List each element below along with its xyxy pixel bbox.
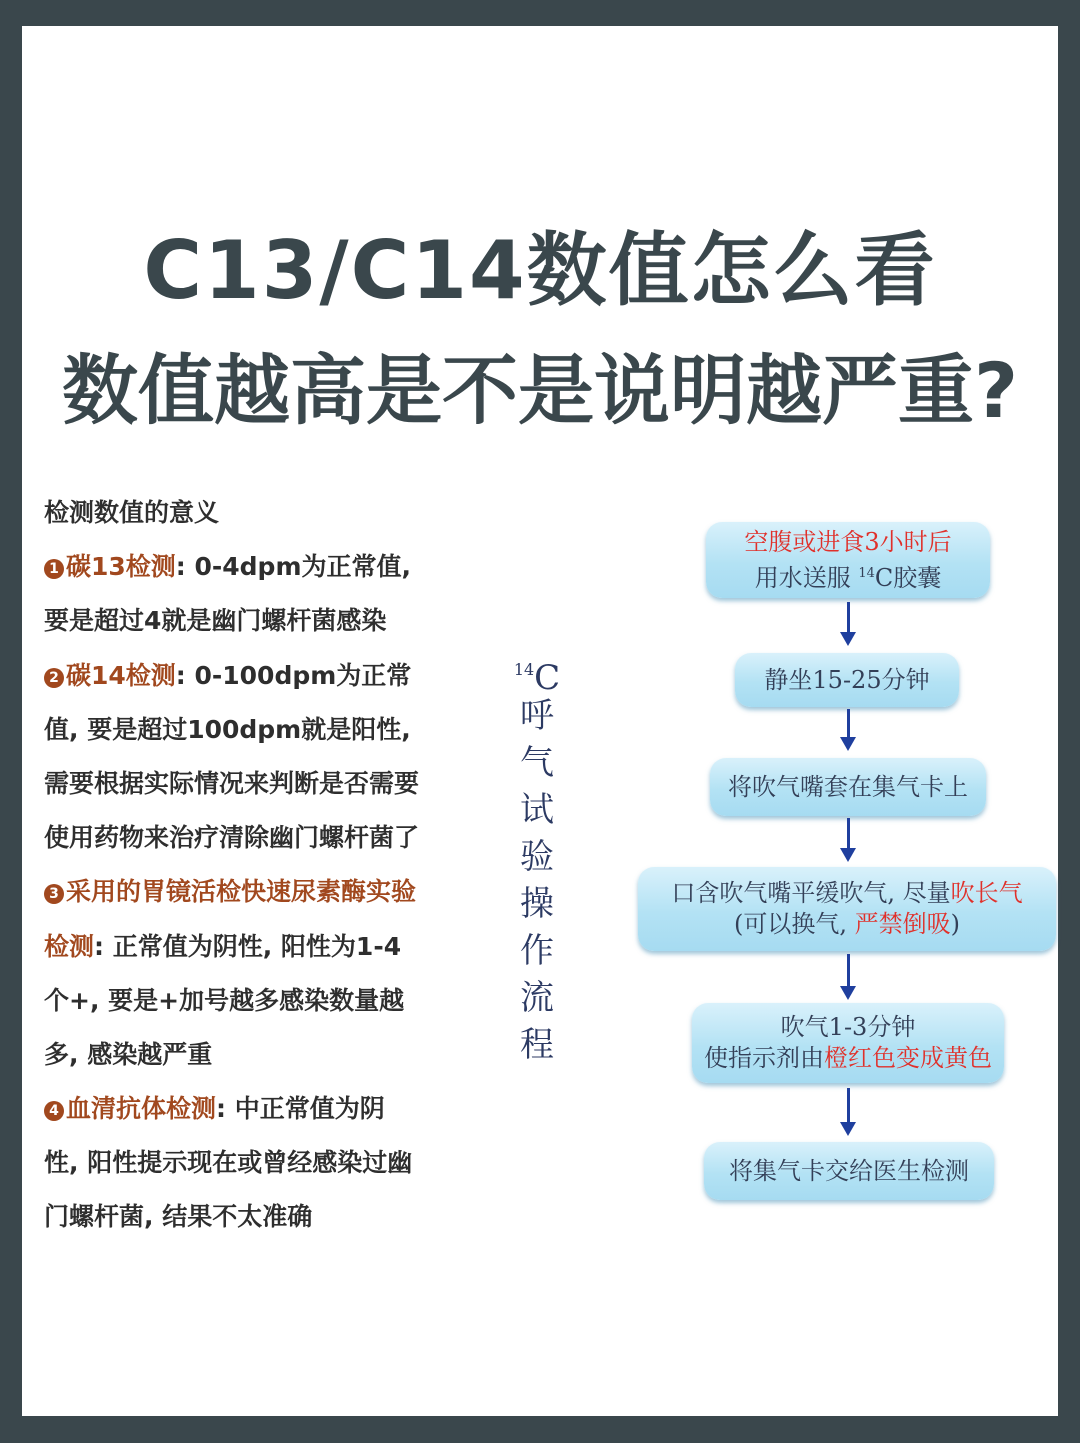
item-3-label-a: 采用的胃镜活检快速尿素酶实验 bbox=[66, 877, 417, 907]
number-4-badge: 4 bbox=[44, 1101, 64, 1121]
item-1-text: : 0-4dpm为正常值, bbox=[175, 552, 412, 582]
section-heading: 检测数值的意义 bbox=[44, 498, 220, 527]
flow-step-1 bbox=[706, 522, 990, 598]
number-1-badge: 1 bbox=[44, 559, 64, 579]
item-3-line-2 bbox=[44, 920, 484, 974]
flow-vertical-title bbox=[512, 646, 562, 1069]
item-2-line-3: 需要根据实际情况来判断是否需要 bbox=[44, 768, 420, 798]
step-1-line-2: 用水送服 $^{14}$C胶囊 bbox=[754, 563, 942, 592]
vertical-title-char: 呼 bbox=[520, 696, 554, 736]
vertical-title-char: 作 bbox=[520, 931, 554, 971]
flow-arrow-2 bbox=[847, 709, 850, 739]
vertical-title-char: 操 bbox=[520, 884, 554, 924]
item-2-label: 碳14检测 bbox=[66, 660, 176, 690]
item-1-line-1 bbox=[44, 540, 484, 594]
item-3-label-b: 检测 bbox=[44, 931, 95, 961]
item-4-line-2: 性, 阳性提示现在或曾经感染过幽 bbox=[44, 1148, 413, 1178]
flow-step-6 bbox=[704, 1142, 994, 1200]
vertical-title-14c: $^{14}$C bbox=[513, 658, 561, 698]
item-4-line-3: 门螺杆菌, 结果不太准确 bbox=[44, 1202, 313, 1232]
flow-arrow-4 bbox=[847, 954, 850, 988]
detection-meaning-section bbox=[44, 486, 484, 1245]
poster-card bbox=[22, 26, 1058, 1416]
step-4-line-2: (可以换气, 严禁倒吸) bbox=[734, 910, 960, 938]
item-2-text: : 0-100dpm为正常 bbox=[175, 660, 412, 690]
vertical-title-char: 验 bbox=[520, 837, 554, 877]
step-3-text: 将吹气嘴套在集气卡上 bbox=[728, 772, 968, 801]
vertical-title-char: 试 bbox=[520, 790, 554, 830]
number-3-badge: 3 bbox=[44, 884, 64, 904]
item-1-line-2: 要是超过4就是幽门螺杆菌感染 bbox=[44, 606, 387, 636]
flow-step-3 bbox=[710, 758, 986, 816]
flow-arrow-1 bbox=[847, 602, 850, 634]
item-3-line-1 bbox=[44, 865, 484, 919]
item-2-line-1 bbox=[44, 649, 484, 703]
step-5-line-1: 吹气1-3分钟 bbox=[780, 1013, 916, 1041]
step-2-text: 静坐15-25分钟 bbox=[764, 665, 930, 694]
item-4-label: 血清抗体检测 bbox=[66, 1094, 217, 1124]
title-line-2: 数值越高是不是说明越严重? bbox=[61, 346, 1019, 435]
item-3-text: : 正常值为阴性, 阳性为1-4 bbox=[94, 931, 402, 961]
flow-arrow-5 bbox=[847, 1088, 850, 1124]
flow-step-2 bbox=[735, 653, 959, 707]
step-4-line-1: 口含吹气嘴平缓吹气, 尽量吹长气 bbox=[671, 879, 1023, 907]
item-3-line-3: 个+, 要是+加号越多感染数量越 bbox=[44, 985, 405, 1015]
vertical-title-char: 流 bbox=[520, 978, 554, 1018]
number-2-badge: 2 bbox=[44, 668, 64, 688]
item-3-line-4: 多, 感染越严重 bbox=[44, 1039, 213, 1069]
flow-arrow-3 bbox=[847, 818, 850, 850]
item-4-text: : 中正常值为阴 bbox=[216, 1094, 385, 1124]
vertical-title-char: 气 bbox=[520, 743, 554, 783]
item-2-line-4: 使用药物来治疗清除幽门螺杆菌了 bbox=[44, 823, 420, 853]
vertical-title-char: 程 bbox=[520, 1025, 554, 1065]
item-1-label: 碳13检测 bbox=[66, 552, 176, 582]
flow-step-5 bbox=[692, 1003, 1004, 1083]
title-line-1: C13/C14数值怎么看 bbox=[143, 224, 937, 317]
item-2-line-2: 值, 要是超过100dpm就是阳性, bbox=[44, 714, 411, 744]
step-1-line-1: 空腹或进食3小时后 bbox=[744, 527, 952, 556]
flow-step-4 bbox=[638, 867, 1056, 951]
item-4-line-1 bbox=[44, 1082, 484, 1136]
step-6-text: 将集气卡交给医生检测 bbox=[729, 1156, 969, 1185]
step-5-line-2: 使指示剂由橙红色变成黄色 bbox=[704, 1044, 992, 1072]
